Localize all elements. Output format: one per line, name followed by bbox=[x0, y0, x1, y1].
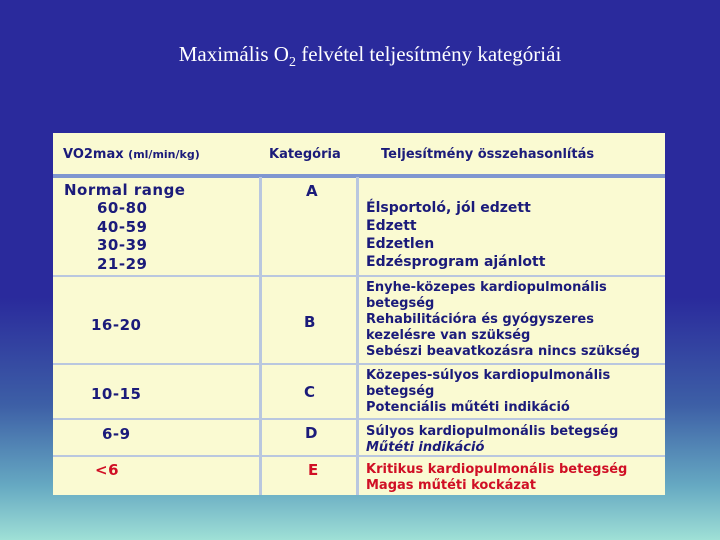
range-value: 30-39 bbox=[97, 236, 148, 254]
comparison-text: Élsportoló, jól edzett Edzett Edzetlen Edzésprogram ajánlott bbox=[366, 200, 546, 270]
category-label: C bbox=[304, 383, 316, 401]
header-divider bbox=[53, 174, 665, 178]
row-divider bbox=[53, 363, 665, 365]
col-header-vo2max: VO2max (ml/min/kg) bbox=[63, 147, 200, 162]
range-value: 40-59 bbox=[97, 218, 148, 236]
range-value: 60-80 bbox=[97, 199, 148, 217]
category-label: A bbox=[306, 182, 319, 200]
column-divider-1 bbox=[259, 177, 262, 495]
comparison-text: Közepes-súlyos kardiopulmonális betegség Potenciális műtéti indikáció bbox=[366, 368, 611, 415]
category-label: E bbox=[308, 461, 319, 479]
column-divider-2 bbox=[356, 177, 359, 495]
category-label: B bbox=[304, 313, 316, 331]
row-divider bbox=[53, 275, 665, 277]
range-value: 6-9 bbox=[102, 425, 131, 443]
col-header-category: Kategória bbox=[269, 147, 341, 162]
comparison-text-critical: Kritikus kardiopulmonális betegség Magas műtéti kockázat bbox=[366, 462, 628, 493]
range-value: 16-20 bbox=[91, 316, 142, 334]
range-value: 21-29 bbox=[97, 255, 148, 273]
normal-range-label: Normal range bbox=[64, 181, 186, 199]
comparison-text: Enyhe-közepes kardiopulmonális betegség Rehabilitációra és gyógyszeres kezelésre van szükség Sebészi beavatkozásra nincs szükség bbox=[366, 280, 640, 359]
slide-title: Maximális $O_2$ felvétel teljesítmény kategóriái bbox=[178, 42, 562, 71]
comparison-text: Súlyos kardiopulmonális betegség Műtéti indikáció bbox=[366, 424, 619, 455]
col-header-comparison: Teljesítmény összehasonlítás bbox=[381, 147, 595, 162]
category-label: D bbox=[305, 424, 318, 442]
range-value: 10-15 bbox=[91, 385, 142, 403]
vo2max-table bbox=[53, 133, 665, 495]
row-divider bbox=[53, 418, 665, 420]
range-value: <6 bbox=[95, 461, 120, 479]
